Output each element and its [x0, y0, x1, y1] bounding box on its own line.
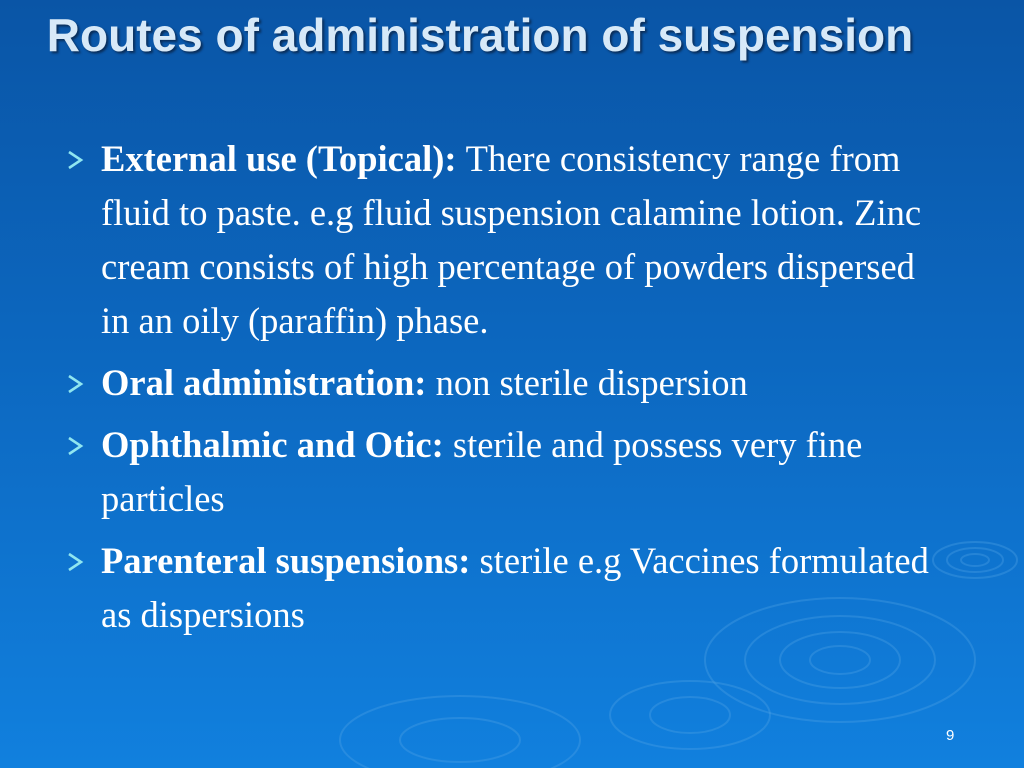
bullet-external-use: [64, 132, 944, 348]
bullet-text: There consistency range from fluid to paste. e.g fluid suspension calamine lotion. Zinc cream consists of high percentage of powders dispersed in an oily (paraffin) phase.: [101, 138, 922, 341]
bullet-ophthalmic-otic: [64, 418, 944, 526]
bullet-heading: External use (Topical):: [101, 138, 466, 179]
bullet-text: sterile and possess very fine particles: [101, 424, 863, 519]
bullet-list: [64, 132, 944, 650]
bullet-oral-administration: [64, 356, 944, 410]
arrow-bullet-icon: [64, 551, 86, 573]
page-number: 9: [946, 727, 955, 744]
bullet-parenteral-suspensions: [64, 534, 944, 642]
bullet-text: non sterile dispersion: [435, 362, 748, 403]
bullet-heading: Parenteral suspensions:: [101, 540, 480, 581]
bullet-text: sterile e.g Vaccines formulated as dispersions: [101, 540, 929, 635]
arrow-bullet-icon: [64, 149, 86, 171]
arrow-bullet-icon: [64, 435, 86, 457]
bullet-heading: Ophthalmic and Otic:: [101, 424, 453, 465]
bullet-heading: Oral administration:: [101, 362, 436, 403]
slide-title: Routes of administration of suspension: [46, 9, 914, 61]
arrow-bullet-icon: [64, 373, 86, 395]
